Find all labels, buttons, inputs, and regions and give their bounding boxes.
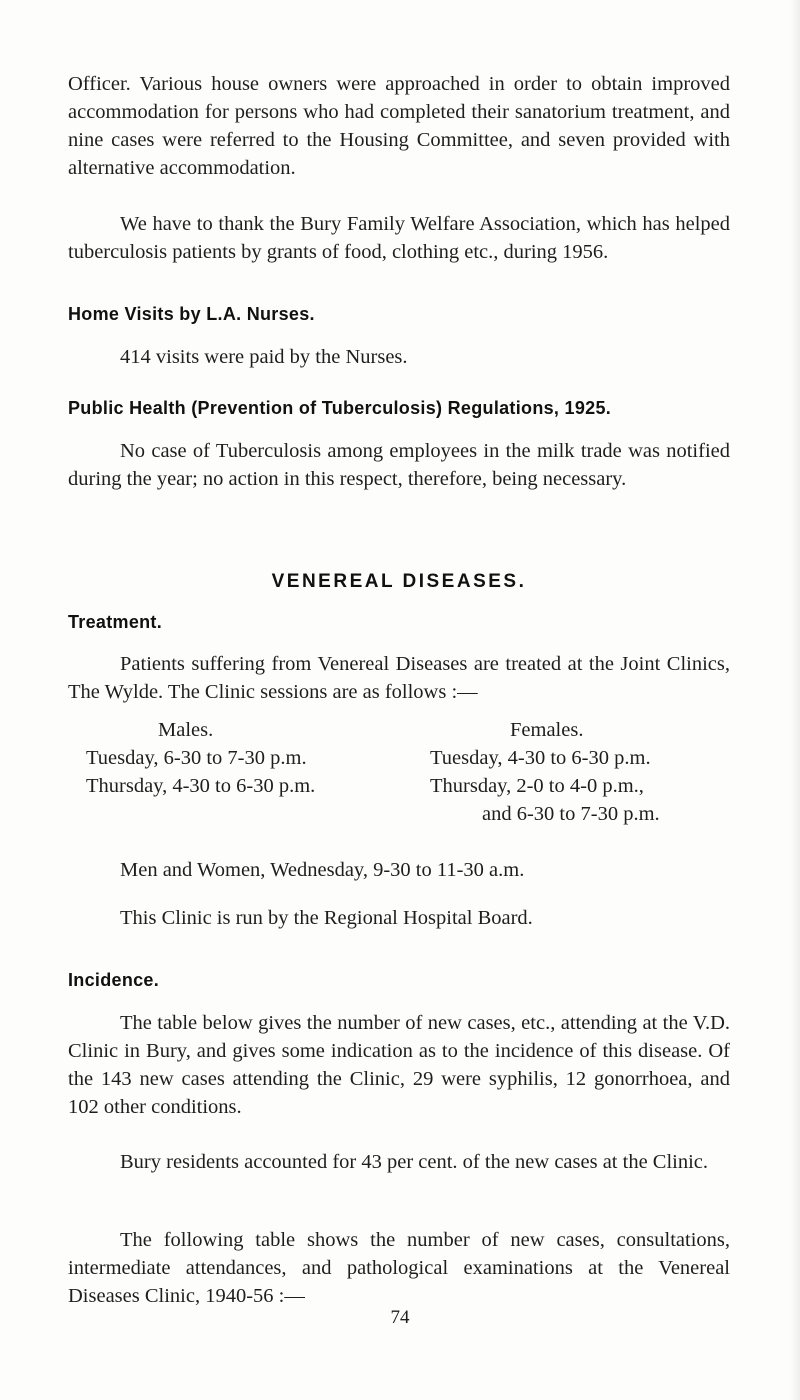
heading-venereal-diseases (68, 570, 730, 594)
heading-treatment (68, 610, 730, 634)
page-number: 74 (390, 1307, 410, 1328)
schedule-males-heading: Males. (158, 719, 214, 741)
schedule-males-row: Thursday, 4-30 to 6-30 p.m. (86, 775, 316, 797)
schedule-females-row: Thursday, 2-0 to 4-0 p.m., (430, 775, 644, 797)
heading-venereal-diseases-text: VENEREAL DISEASES. (271, 571, 527, 592)
schedule-males-row: Tuesday, 6-30 to 7-30 p.m. (86, 747, 307, 769)
paragraph-incidence-2 (68, 1148, 730, 1176)
paragraph-officer (68, 70, 730, 182)
paragraph-incidence-1-text: The table below gives the number of new cases, etc., attending at the V.D. Clinic in Bury, and gives some indication as to the incidence of this disease. Of the 143 new cases attending the Clinic, 29 were syphilis, 12 gonorrhoea, and 102 other conditions. (68, 1012, 730, 1118)
paragraph-incidence-2-text: Bury residents accounted for 43 per cent. of the new cases at the Clinic. (120, 1151, 709, 1173)
paragraph-welfare (68, 210, 730, 266)
heading-regulations-text: Public Health (Prevention of Tuberculosis) Regulations, 1925. (68, 398, 612, 418)
paragraph-treatment (68, 650, 730, 706)
schedule-females-row: and 6-30 to 7-30 p.m. (482, 803, 660, 825)
paragraph-regional-text: This Clinic is run by the Regional Hospital Board. (120, 907, 533, 929)
paragraph-incidence-1 (68, 1009, 730, 1121)
heading-home-visits (68, 302, 730, 326)
paragraph-milk-trade-text: No case of Tuberculosis among employees in the milk trade was notified during the year; no action in this respect, therefore, being necessary. (68, 440, 730, 490)
schedule-females-row: Tuesday, 4-30 to 6-30 p.m. (430, 747, 651, 769)
heading-regulations (68, 396, 730, 420)
schedule-females (430, 716, 730, 828)
paragraph-regional (68, 904, 730, 932)
heading-incidence (68, 968, 730, 992)
heading-treatment-text: Treatment. (68, 612, 163, 632)
paragraph-men-women-text: Men and Women, Wednesday, 9-30 to 11-30 a.m. (120, 859, 525, 881)
paragraph-incidence-3-text: The following table shows the number of new cases, consultations, intermediate attendances, and pathological examinations at the Venereal Diseases Clinic, 1940-56 :— (68, 1229, 730, 1307)
heading-home-visits-text: Home Visits by L.A. Nurses. (68, 304, 315, 324)
paragraph-home-visits-text: 414 visits were paid by the Nurses. (120, 346, 408, 368)
schedule-males (86, 716, 396, 800)
heading-incidence-text: Incidence. (68, 970, 160, 990)
paragraph-welfare-text: We have to thank the Bury Family Welfare Association, which has helped tuberculosis patients by grants of food, clothing etc., during 1956. (68, 213, 730, 263)
paragraph-home-visits (68, 343, 730, 371)
paragraph-treatment-text: Patients suffering from Venereal Diseases are treated at the Joint Clinics, The Wylde. The Clinic sessions are as follows :— (68, 653, 730, 703)
paragraph-men-women (68, 856, 730, 884)
paragraph-milk-trade (68, 437, 730, 493)
schedule-females-heading: Females. (510, 719, 584, 741)
paragraph-officer-text: Officer. Various house owners were approached in order to obtain improved accommodation for persons who had completed their sanatorium treatment, and nine cases were referred to the Housing Committee, and seven provided with alternative accommodation. (68, 73, 730, 179)
paragraph-incidence-3 (68, 1226, 730, 1310)
